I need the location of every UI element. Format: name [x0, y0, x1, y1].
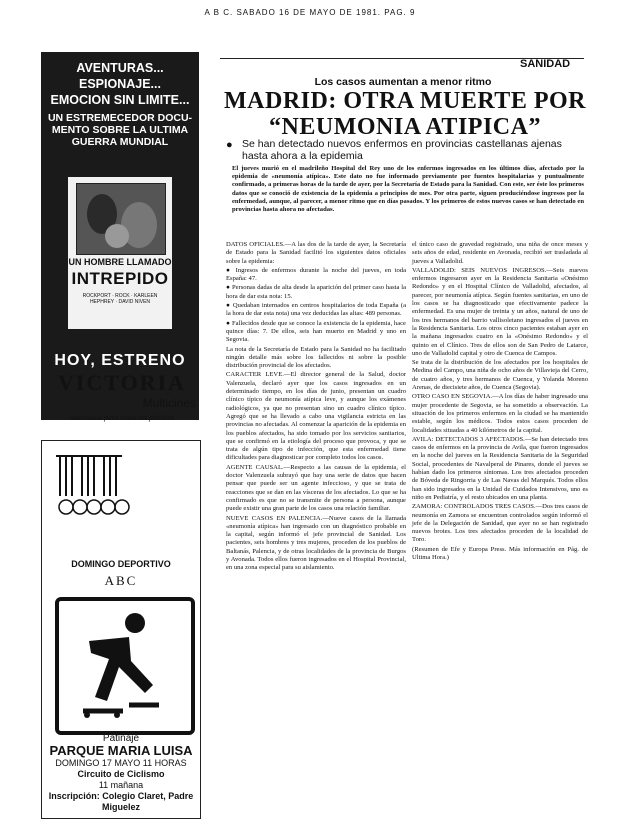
movie-advertisement [41, 52, 199, 420]
poster-illustration [76, 183, 166, 255]
ad-line: MENTO SOBRE LA ULTIMA [51, 124, 189, 136]
paragraph: ZAMORA: CONTROLADOS TRES CASOS.—Dos tres casos de neumonía en Zamora se encuentran controlados según informó el jefe de la Delegación de Sanidad, que ayer no se han registrado nuevos brotes. Los tres afectados proceden de la localidad de Toro. [412, 503, 588, 544]
paragraph: NUEVE CASOS EN PALENCIA.—Nueve casos de la llamada «neumonía atípica» han ingresado con un diagnóstico probable en la capital, según informó el jefe provincial de Sanidad. Los pacientes, seis hombres y tres mujeres, proceden de los pueblos de Baltanás, Palencia, y de otras localidades de la provincia de Burgos y Avonada. Todos ellos fueron ingresados en el Hospital Provincial, en una zona especial para su aislamiento. [226, 514, 406, 572]
paragraph: ● Ingresos de enfermos durante la noche del jueves, en toda España: 47. [226, 266, 406, 283]
sports-title: DOMINGO DEPORTIVO [71, 559, 171, 569]
paragraph: el único caso de gravedad registrado, una niña de once meses y seis años de edad, residente en Avonada, recibió ser trasladada al jueves a Valladolid. [412, 241, 588, 265]
rating-note: autorizada para todos los públicos [69, 413, 175, 422]
poster-title: INTREPIDO [71, 269, 169, 288]
paragraph: OTRO CASO EN SEGOVIA.—A los días de haber ingresado una mujer procedente de Segovia, se ha sometido a observación. La situación de los primeros enfermos en la ciudad se ha mantenido estable, según los médicos. Todos estos casos proceden de localidades situadas a 40 kilómetros de la capital. [412, 393, 588, 434]
cinema-name: VICTORIA [57, 370, 187, 395]
deck-text: Se han detectado nuevos enfermos en provincias castellanas ajenas hasta ahora a la epidemia [242, 138, 562, 162]
event-time: 11 mañana [98, 780, 144, 790]
poster-title-small: UN HOMBRE LLAMADO [68, 257, 172, 267]
ad-line: ESPIONAJE... [79, 77, 161, 91]
paragraph: AGENTE CAUSAL.—Respecto a las causas de la epidemia, el doctor Valenzuela subrayó que hay una serie de datos que hacen pensar que puede ser un agente infeccioso, y que se trata de reacciones que se dan en las vísceras de los afectados. Lo que se ha confirmado es que no se transmite de persona a persona, aunque puede existir una gran parte de los casos una relación familiar. [226, 463, 406, 513]
article-column-1 [226, 241, 406, 574]
ad-line: GUERRA MUNDIAL [71, 136, 169, 148]
paragraph: (Resumen de Efe y Europa Press. Más información en Pág. de Ultima Hora.) [412, 545, 588, 561]
section-label: SANIDAD [520, 58, 571, 70]
skater-pictogram-icon [55, 597, 195, 735]
article-kicker: Los casos aumentan a menor ritmo [314, 76, 492, 88]
event-date: DOMINGO 17 MAYO 11 HORAS [55, 758, 187, 768]
event-sport: Patinaje [102, 733, 140, 744]
paragraph: VALLADOLID: SEIS NUEVOS INGRESOS.—Seis nuevos enfermos ingresaron ayer en la Residencia Sanitaria «Onésimo Redondo» y en el Hospital Clínico de Valladolid, afectados, al parecer, por neumonía atípica. Según fuentes sanitarias, en uno de los casos se ha diagnosticado que efectivamente padece la enfermedad. Es una mujer de treinta y un años, natural de uno de los tres hermanos del barrio vallisoletano ingresados el jueves en la Residencia Sanitaria. Los otros cinco pacientes estaban ayer en la mañana ingresados cuatro en la «Onésimo Redondo» y el quinto en el Clínico. Tres de ellos son de San Pedro de Latarce, uno de Valladolid capital y otro de Cuenca de Campos. [412, 266, 588, 357]
paragraph: ● Fallecidos desde que se conoce la existencia de la epidemia, hace quince días: 7. De ellos, seis han muerto en Madrid y uno en Segovia. [226, 319, 406, 344]
paragraph: Se trata de la distribución de los afectados por los hospitales de Medina del Campo, una niña de ocho años de Villavieja del Cerro, de cuatro años, y tres hermanos de Cuenca, y Yolanda Moreno Arenas, de diecisiete años, de Cuenca (Segovia). [412, 359, 588, 392]
article-lead: El jueves murió en el madrileño Hospital del Rey uno de los enfermos ingresados en los últimos días, afectado por la epidemia de «neumonía atípica». Este dato no fue informado previamente por fuentes hospitalarias y puntualmente confirmado, a primeras horas de la tarde de ayer, por la Secretaría de Estado para la Sanidad. Con este, ser éste los primeros datos que se conoció de existencia de la epidemia a principios de mes. Por otra parte, siguen produciéndose ingresos por la enfermedad, aunque, al parecer, a menor ritmo que en días pasados. Y los primeros de estos nuevos casos se han detectado en provincias hasta ahora no afectadas. [232, 165, 584, 214]
sports-advertisement [41, 440, 201, 819]
sports-logo-icon [52, 451, 132, 521]
paragraph: ● Personas dadas de alta desde la aparición del primer caso hasta la hora de dar esta nota: 15. [226, 284, 406, 300]
movie-poster [68, 177, 172, 329]
headline-line: “NEUMONIA ATIPICA” [269, 114, 541, 140]
paragraph: CARACTER LEVE.—El director general de la Salud, doctor Valenzuela, declaró ayer que los casos ingresados en un determinado tiempo, en los días de junio, presentan un cuadro clínico típico de neumonía atípica leve, y aunque los exámenes radiológicos, ya que no presentan sino un cuadro clínico típico. Agregó que se ha llevado a cabo una vigilancia estricta en las provincias no afectadas. Al comenzar la aparición de la epidemia en los pueblos afectados, ha sido tomado por los servicios sanitarios, que se confirmó en la etiología del proceso que provoca, y que se trata de algún tipo de infección, que esta enfermedad tiene dificultades para diagnosticar por completo todos los casos. [226, 371, 406, 462]
article-headline [222, 88, 588, 140]
event-circuit: Circuito de Ciclismo [77, 769, 165, 779]
event-inscription: Inscripción: Colegio Claret, Padre Miguelez [48, 791, 194, 812]
ad-line: AVENTURAS... [76, 61, 164, 75]
page-header: A B C. SABADO 16 DE MAYO DE 1981. PAG. 9 [204, 8, 416, 17]
paragraph: DATOS OFICIALES.—A las dos de la tarde de ayer, la Secretaría de Estado para la Sanidad facilitó los siguientes datos oficiales sobre la epidemia: [226, 241, 406, 265]
article-column-2 [412, 241, 588, 563]
headline-line: MADRID: OTRA MUERTE POR [224, 88, 586, 114]
paragraph: AVILA: DETECTADOS 3 AFECTADOS.—Se han detectado tres casos de enfermos en la provincia de Avila, que fueron ingresados en la noche del jueves en la Residencia Sanitaria de la Seguridad Social, procedentes de Navalperal de Pinares, donde el jueves se habían dado los primeros síntomas. Los tres afectados proceden de Bóveda de Ringorria y de Las Navas del Marqués. Todos ellos han sido ingresados en la Unidad de Cuidados Intensivos, uno es niño en Pediatría, y el resto ubicados en una planta. [412, 435, 588, 501]
ad-line: UN ESTREMECEDOR DOCU- [47, 112, 193, 124]
paragraph: La nota de la Secretaría de Estado para la Sanidad no ha facilitado ningún detalle más sobre los fallecidos ni sobre la posible distribución provincial de los afectados. [226, 345, 406, 370]
cinema-sub: Multicines [142, 396, 196, 410]
cinema-block [48, 370, 196, 422]
event-place: PARQUE MARIA LUISA [49, 743, 193, 758]
abc-logo: ABC [104, 573, 138, 588]
paragraph: ● Quedaban internados en centros hospitalarios de toda España (a la hora de dar esta nota) una vez deducidas las altas: 489 personas. [226, 302, 406, 318]
poster-credits: ROCKPORT · ROCK · KARLEEN HEPHREY · DAVID NIVEN [82, 293, 158, 305]
article-deck [226, 138, 584, 162]
estreno-label: HOY, ESTRENO [54, 352, 186, 369]
bullet-icon: ● [226, 139, 233, 151]
ad-line: EMOCION SIN LIMITE... [50, 93, 190, 107]
